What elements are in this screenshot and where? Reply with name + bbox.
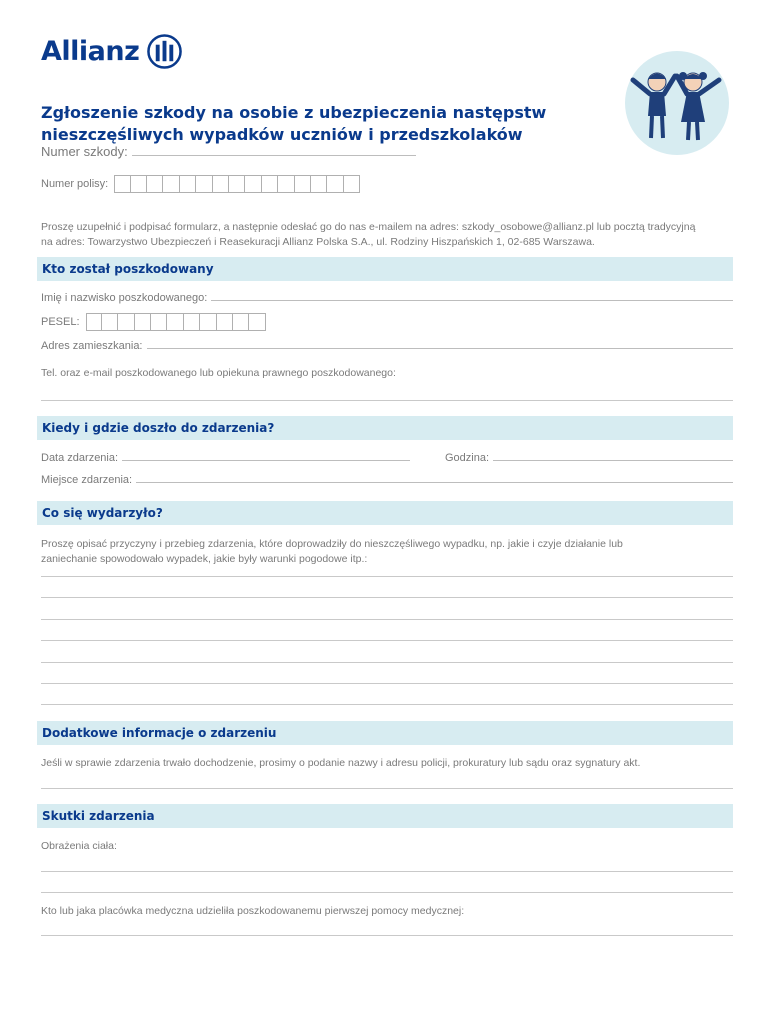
digit-box[interactable] [295, 175, 311, 193]
form-title-line2: nieszczęśliwych wypadków uczniów i przedszkolaków [41, 125, 523, 144]
form-title-line1: Zgłoszenie szkody na osobie z ubezpieczenia następstw [41, 103, 547, 122]
address-line[interactable] [147, 348, 734, 349]
pesel-boxes[interactable] [86, 313, 266, 331]
digit-box[interactable] [233, 313, 249, 331]
section-injured-person-title: Kto został poszkodowany [42, 262, 214, 276]
what-happened-desc-line2: zaniechanie spowodowało wypadek, jakie były warunki pogodowe itp.: [41, 553, 368, 565]
allianz-eagle-icon [147, 34, 182, 69]
digit-box[interactable] [135, 313, 151, 331]
description-line[interactable] [41, 640, 733, 641]
event-time-field[interactable] [445, 452, 733, 464]
brand-name: Allianz [41, 36, 140, 67]
section-consequences [37, 804, 733, 828]
digit-box[interactable] [200, 313, 216, 331]
description-line[interactable] [41, 662, 733, 663]
event-place-field[interactable] [41, 474, 733, 486]
digit-box[interactable] [311, 175, 327, 193]
digit-box[interactable] [327, 175, 343, 193]
section-what-happened-title: Co się wydarzyło? [42, 506, 163, 520]
digit-box[interactable] [102, 313, 118, 331]
description-line[interactable] [41, 704, 733, 705]
event-place-label: Miejsce zdarzenia: [41, 474, 133, 486]
first-aid-label: Kto lub jaka placówka medyczna udzieliła poszkodowanemu pierwszej pomocy medycznej: [41, 905, 465, 917]
section-what-happened [37, 501, 733, 525]
claim-number-label: Numer szkody: [41, 144, 128, 159]
digit-box[interactable] [229, 175, 245, 193]
event-time-label: Godzina: [445, 452, 490, 464]
injured-name-line[interactable] [211, 300, 733, 301]
intro-line1: Proszę uzupełnić i podpisać formularz, a następnie odesłać go do nas e-mailem na adres: szkody_osobowe@allianz.pl lub pocztą tradycyjną [41, 221, 696, 233]
section-consequences-title: Skutki zdarzenia [42, 809, 155, 823]
section-when-where-title: Kiedy i gdzie doszło do zdarzenia? [42, 421, 275, 435]
description-line[interactable] [41, 576, 733, 577]
event-place-line[interactable] [136, 482, 733, 483]
contact-label: Tel. oraz e-mail poszkodowanego lub opiekuna prawnego poszkodowanego: [41, 367, 396, 379]
intro-text [41, 220, 736, 250]
injured-name-field[interactable] [41, 292, 733, 304]
section-when-where [37, 416, 733, 440]
event-date-label: Data zdarzenia: [41, 452, 119, 464]
additional-info-description: Jeśli w sprawie zdarzenia trwało dochodzenie, prosimy o podanie nazwy i adresu policji, prokuratury lub sądu oraz sygnatury akt. [41, 757, 641, 769]
digit-box[interactable] [167, 313, 183, 331]
policy-number-field[interactable] [41, 175, 360, 193]
section-injured-person [37, 257, 733, 281]
digit-box[interactable] [217, 313, 233, 331]
digit-box[interactable] [196, 175, 212, 193]
form-title [41, 102, 601, 146]
event-date-line[interactable] [122, 460, 410, 461]
claim-number-line[interactable] [132, 155, 416, 156]
policy-number-label: Numer polisy: [41, 178, 109, 190]
injuries-line[interactable] [41, 892, 733, 893]
digit-box[interactable] [147, 175, 163, 193]
digit-box[interactable] [184, 313, 200, 331]
digit-box[interactable] [245, 175, 261, 193]
section-additional-info-title: Dodatkowe informacje o zdarzeniu [42, 726, 277, 740]
address-field[interactable] [41, 340, 733, 352]
first-aid-line[interactable] [41, 935, 733, 936]
event-time-line[interactable] [493, 460, 733, 461]
claim-number-field[interactable] [41, 144, 416, 159]
description-line[interactable] [41, 597, 733, 598]
address-label: Adres zamieszkania: [41, 340, 143, 352]
injured-name-label: Imię i nazwisko poszkodowanego: [41, 292, 208, 304]
digit-box[interactable] [131, 175, 147, 193]
digit-box[interactable] [249, 313, 265, 331]
injuries-line[interactable] [41, 871, 733, 872]
description-line[interactable] [41, 619, 733, 620]
digit-box[interactable] [213, 175, 229, 193]
additional-info-line[interactable] [41, 788, 733, 789]
section-additional-info [37, 721, 733, 745]
pesel-label: PESEL: [41, 316, 80, 328]
contact-line[interactable] [41, 400, 733, 401]
digit-box[interactable] [118, 313, 134, 331]
what-happened-desc-line1: Proszę opisać przyczyny i przebieg zdarzenia, które doprowadziły do nieszczęśliwego wypadku, np. jakie i czyje działanie lub [41, 538, 623, 550]
digit-box[interactable] [278, 175, 294, 193]
policy-number-boxes[interactable] [114, 175, 360, 193]
digit-box[interactable] [163, 175, 179, 193]
digit-box[interactable] [262, 175, 278, 193]
digit-box[interactable] [114, 175, 130, 193]
digit-box[interactable] [344, 175, 360, 193]
what-happened-description [41, 537, 623, 567]
pesel-field[interactable] [41, 313, 266, 331]
allianz-logo [41, 34, 182, 69]
intro-line2: na adres: Towarzystwo Ubezpieczeń i Reasekuracji Allianz Polska S.A., ul. Rodziny Hiszpańskich 1, 02-685 Warszawa. [41, 236, 595, 248]
digit-box[interactable] [86, 313, 102, 331]
children-illustration [621, 50, 733, 156]
digit-box[interactable] [151, 313, 167, 331]
digit-box[interactable] [180, 175, 196, 193]
event-date-field[interactable] [41, 452, 410, 464]
injuries-label: Obrażenia ciała: [41, 840, 117, 852]
description-line[interactable] [41, 683, 733, 684]
